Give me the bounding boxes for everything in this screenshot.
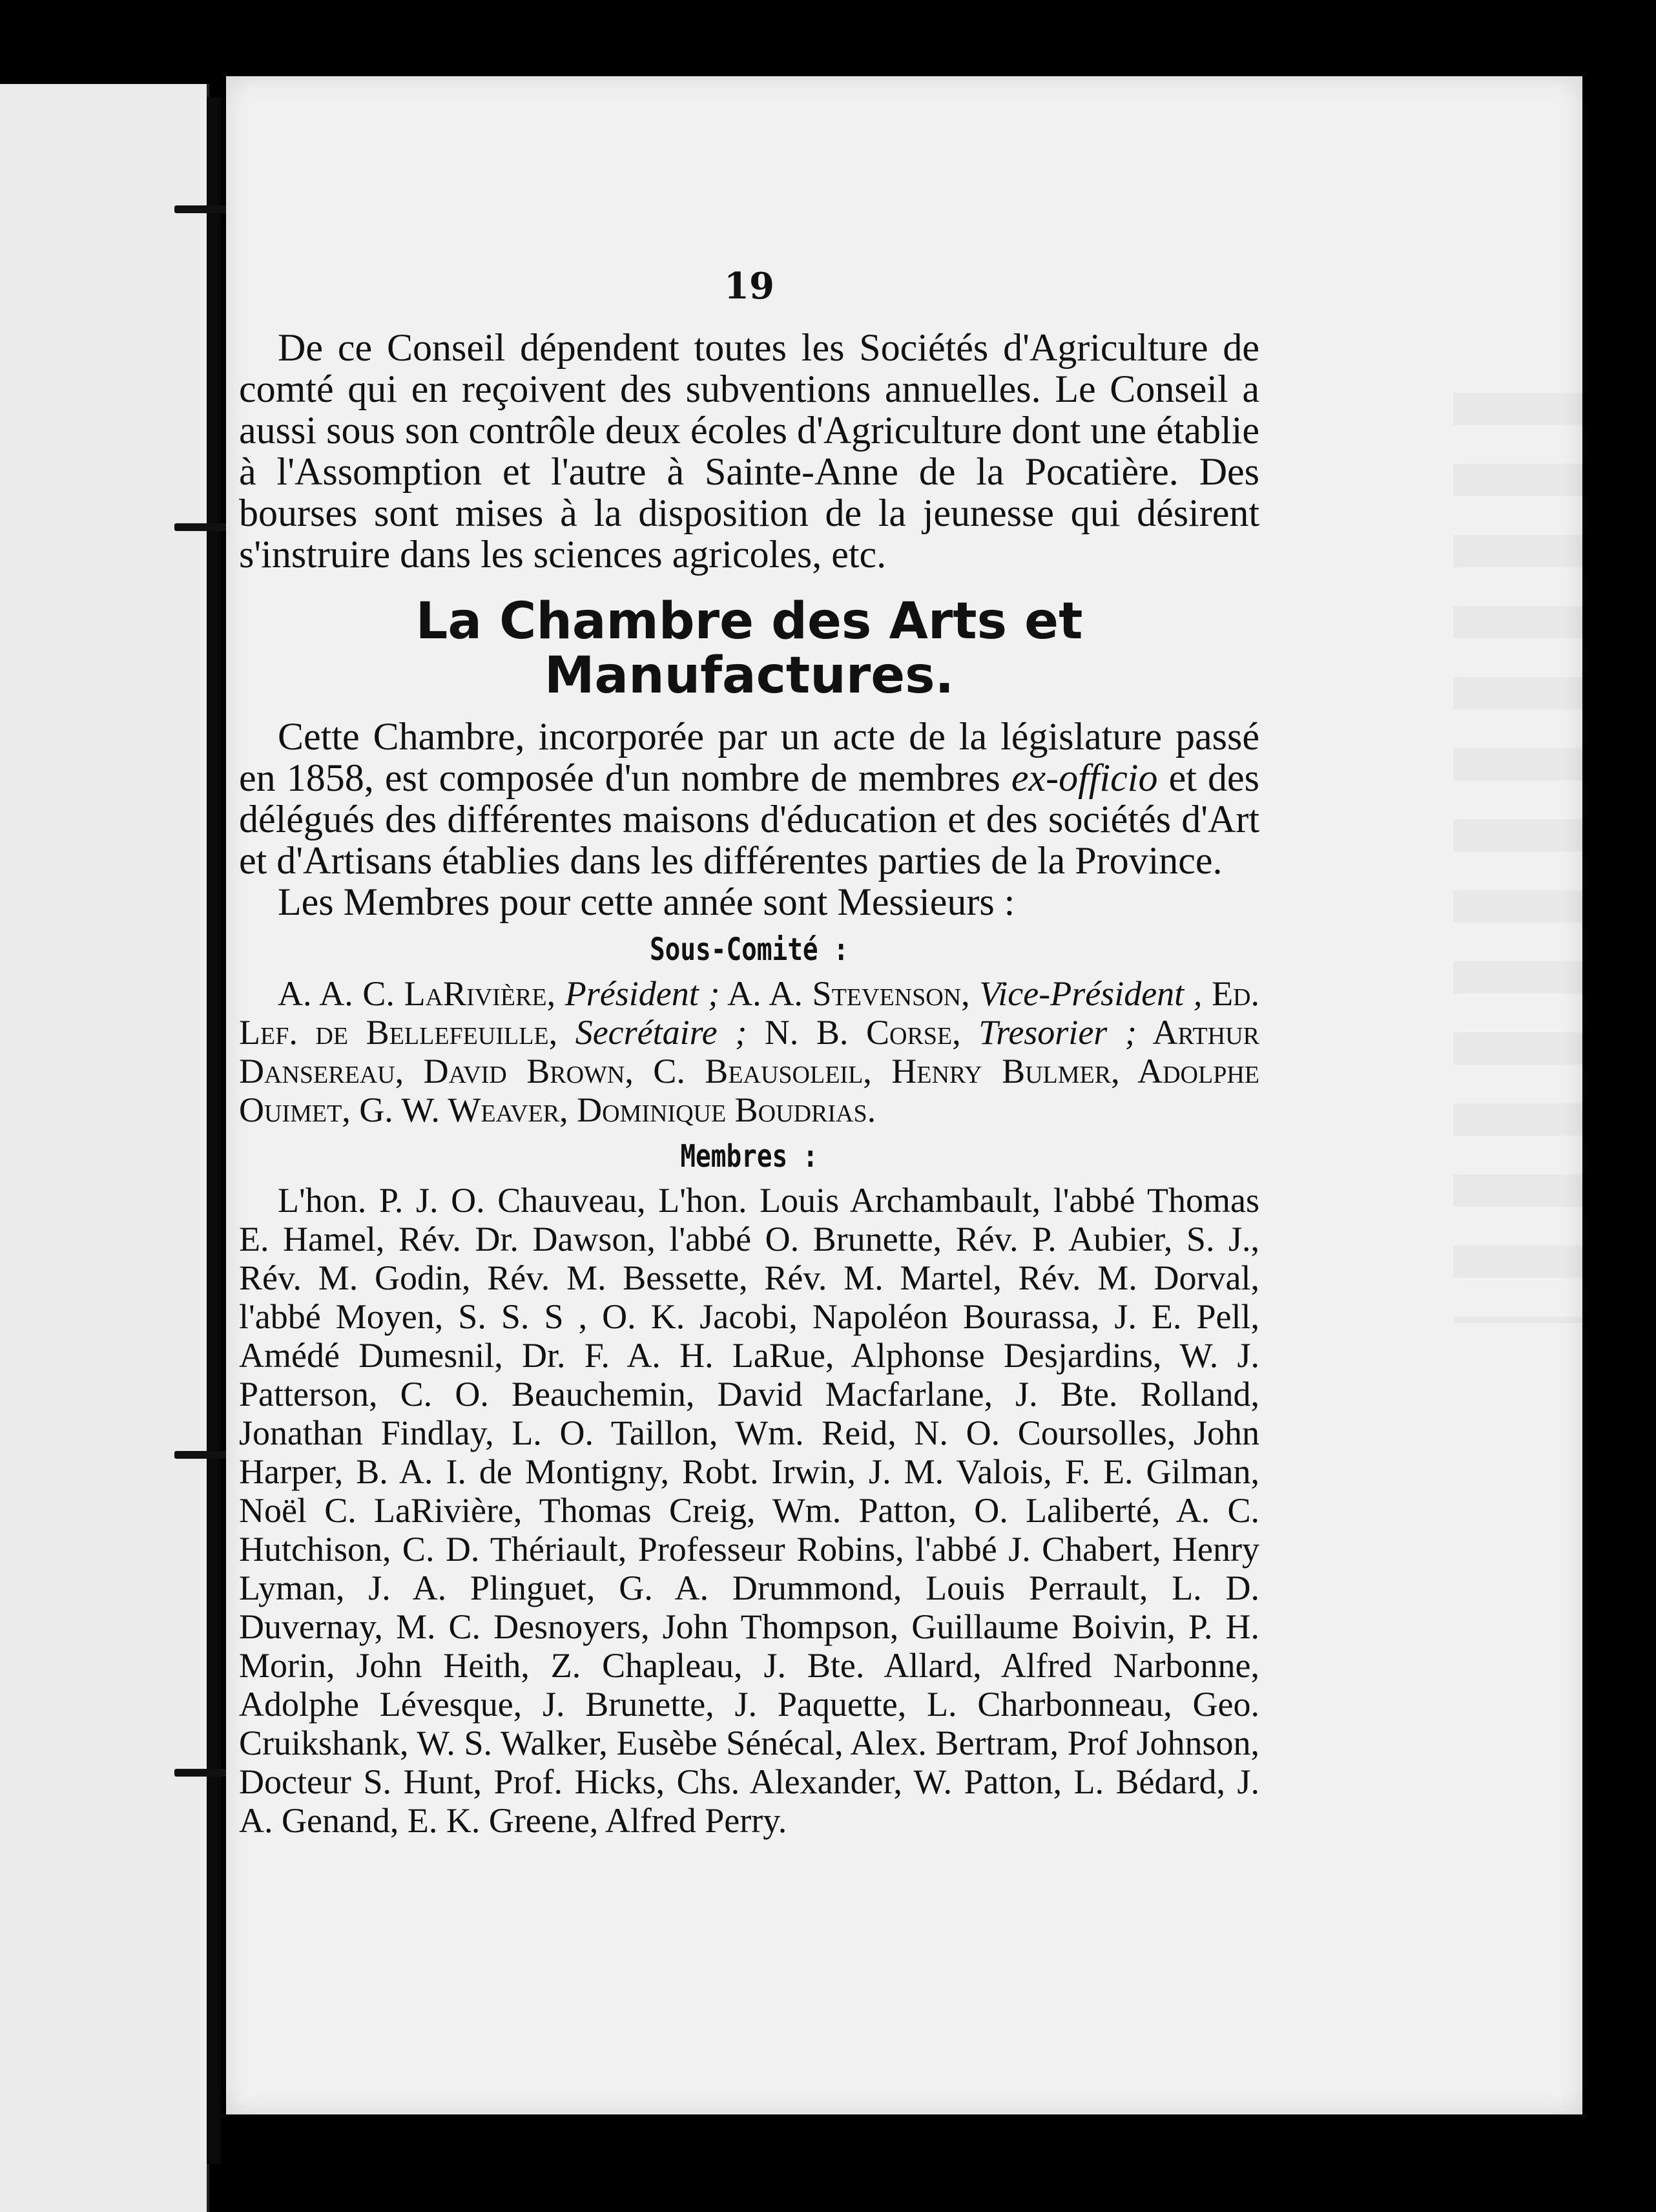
secretary-role: Secrétaire ; <box>575 1013 747 1052</box>
left-page-edge <box>0 84 209 2212</box>
show-through-shadow <box>1453 354 1656 1323</box>
paragraph-conseil: De ce Conseil dépendent toutes les Sociétés d'Agriculture de comté qui en reçoivent des subventions annuelles. Le Conseil a aussi sous son contrôle deux écoles d'Agriculture dont une établie à l'Assomption et l'autre à Sainte-Anne de la Pocatière. Des bourses sont mises à la disposition de la jeunesse qui désirent s'instruire dans les sciences agricoles, etc. <box>239 326 1259 576</box>
book-spine <box>207 97 221 2164</box>
subcommittee-title: Sous-Comité : <box>649 932 849 968</box>
subcommittee-list <box>239 974 1259 1129</box>
paragraph-chambre <box>239 716 1259 881</box>
vice-president-name: A. A. Stevenson, <box>719 974 980 1013</box>
secretary-name: Ed. Lef. de Bellefeuille, <box>239 974 1259 1052</box>
president-name: A. A. C. LaRivière, <box>278 974 565 1013</box>
paragraph-chambre-text-end: et des délégués des différentes maisons d'éducation et des sociétés d'Art et d'Artisans établies dans les différentes parties de la Province. <box>239 756 1259 882</box>
members-list: L'hon. P. J. O. Chauveau, L'hon. Louis Archambault, l'abbé Thomas E. Hamel, Rév. Dr. Dawson, l'abbé O. Brunette, Rév. P. Aubier, S. J., Rév. M. Godin, Rév. M. Bessette, Rév. M. Martel, Rév. M. Dorval, l'abbé Moyen, S. S. S , O. K. Jacobi, Napoléon Bourassa, J. E. Pell, Amédé Dumesnil, Dr. F. A. H. LaRue, Alphonse Desjardins, W. J. Patterson, C. O. Beauchemin, David Macfarlane, J. Bte. Rolland, Jonathan Findlay, L. O. Taillon, Wm. Reid, N. O. Coursolles, John Harper, B. A. I. de Montigny, Robt. Irwin, J. M. Valois, F. E. Gilman, Noël C. LaRivière, Thomas Creig, Wm. Patton, O. Laliberté, A. C. Hutchison, C. D. Thériault, Professeur Robins, l'abbé J. Chabert, Henry Lyman, J. A. Plinguet, G. A. Drummond, Louis Perrault, L. D. Duvernay, M. C. Desnoyers, John Thompson, Guillaume Boivin, P. H. Morin, John Heith, Z. Chapleau, J. Bte. Allard, Alfred Narbonne, Adolphe Lévesque, J. Brunette, J. Paquette, L. Charbonneau, Geo. Cruikshank, W. S. Walker, Eusèbe Sénécal, Alex. Bertram, Prof Johnson, Docteur S. Hunt, Prof. Hicks, Chs. Alexander, W. Patton, L. Bédard, J. A. Genand, E. K. Greene, Alfred Perry. <box>239 1181 1259 1840</box>
page-number: 19 <box>724 265 774 308</box>
vice-president-role: Vice-Président , <box>979 974 1203 1013</box>
treasurer-role: Tresorier ; <box>978 1013 1137 1052</box>
section-heading: La Chambre des Arts et Manufactures. <box>415 592 1083 705</box>
treasurer-name: N. B. Corse, <box>747 1013 979 1052</box>
paragraph-membres-intro: Les Membres pour cette année sont Messieurs : <box>278 881 1015 923</box>
subcommittee-others: Arthur Dansereau, David Brown, C. Beausoleil, Henry Bulmer, Adolphe Ouimet, G. W. Weaver, Dominique Boudrias. <box>239 1013 1259 1129</box>
president-role: Président ; <box>564 974 720 1013</box>
members-title: Membres : <box>680 1138 818 1174</box>
paragraph-chambre-text: Cette Chambre, incorporée par un acte de la législature passé en 1858, est composée d'un nombre de membres <box>239 715 1259 799</box>
page-content <box>239 194 1259 1840</box>
ex-officio-term: ex-officio <box>1011 756 1158 799</box>
